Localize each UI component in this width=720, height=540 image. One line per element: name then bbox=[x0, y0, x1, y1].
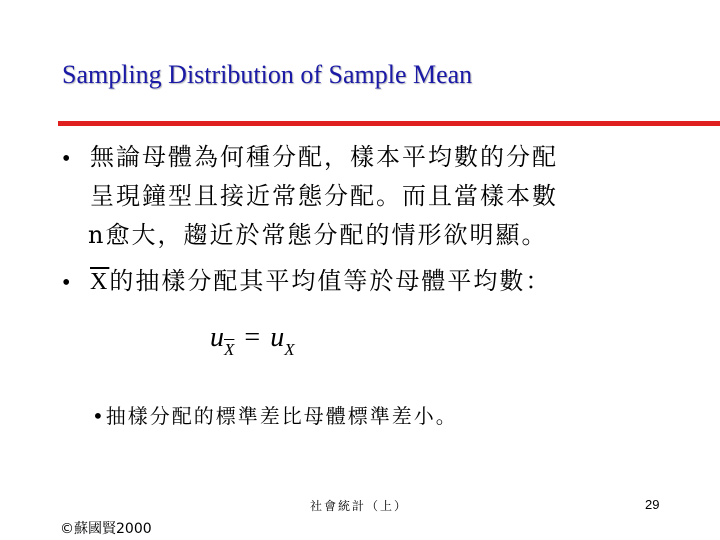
page-number: 29 bbox=[645, 497, 660, 512]
bullet-1-line-3: n愈大，趨近於常態分配的情形欲明顯。 bbox=[88, 221, 548, 249]
sub-bullet-text: •抽樣分配的標準差比母體標準差小。 bbox=[92, 404, 458, 428]
x-variable: $\overline{X}$ bbox=[90, 269, 110, 295]
formula-lhs-sub: X bbox=[224, 340, 235, 359]
formula-equals: = bbox=[244, 322, 261, 353]
bullet-2-text bbox=[90, 266, 551, 297]
bullet-marker-2: • bbox=[62, 270, 71, 296]
bullet-1-line-2: 呈現鐘型且接近常態分配。而且當樣本數 bbox=[90, 182, 558, 210]
formula-rhs: u bbox=[270, 322, 285, 353]
mean-formula bbox=[210, 322, 295, 359]
bullet-2-label: 的抽樣分配其平均值等於母體平均數： bbox=[109, 267, 552, 295]
formula-lhs: u bbox=[210, 322, 224, 353]
bullet-marker-1: • bbox=[62, 146, 71, 172]
slide-title: Sampling Distribution of Sample Mean bbox=[62, 60, 473, 89]
footer-course: 社會統計（上） bbox=[310, 499, 409, 513]
title-divider bbox=[58, 121, 720, 126]
bullet-1-line-1: 無論母體為何種分配，樣本平均數的分配 bbox=[90, 143, 558, 171]
formula-rhs-sub: X bbox=[284, 340, 295, 359]
footer-copyright: ©蘇國賢2000 bbox=[60, 521, 152, 537]
